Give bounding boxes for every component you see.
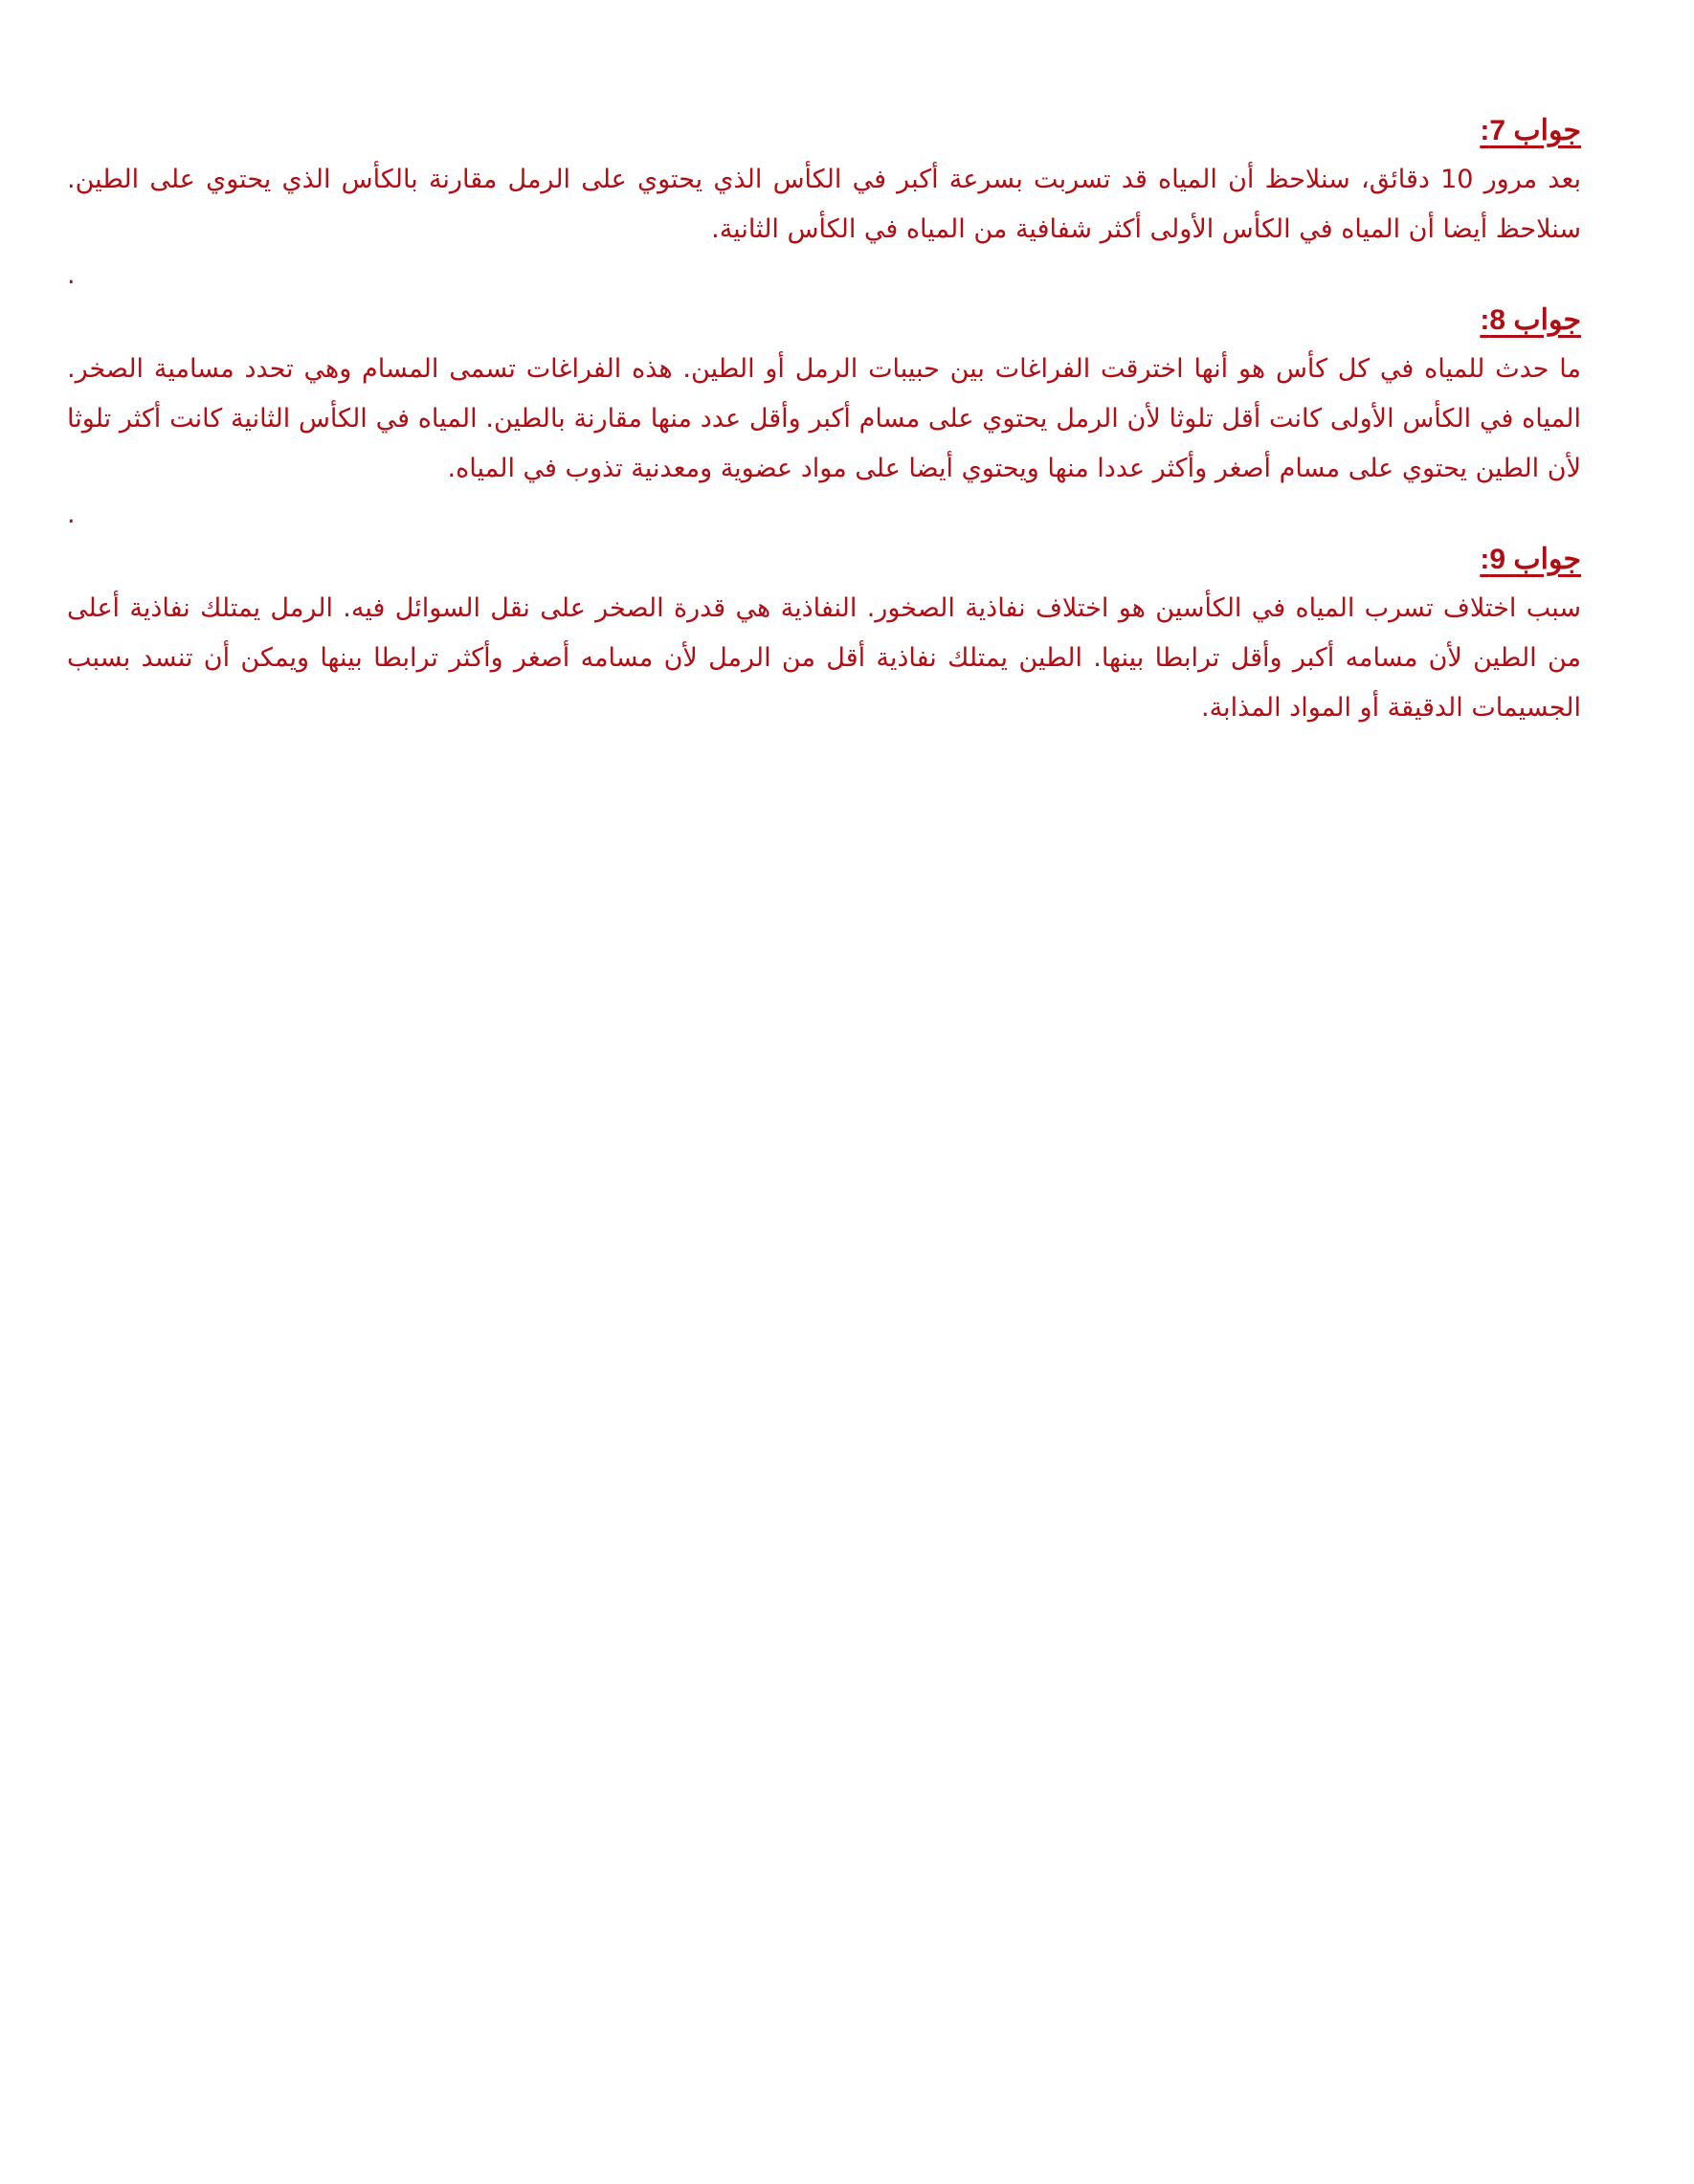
answer-9	[67, 536, 1581, 733]
answer-7	[67, 107, 1581, 297]
answer-8-text: ما حدث للمياه في كل كأس هو أنها اخترقت الفراغات بين حبيبات الرمل أو الطين. هذه الفراغات تسمى المسام وهي تحدد مسامية الصخر. المياه في الكأس الأولى كانت أقل تلوثا لأن الرمل يحتوي على مسام أكبر وأقل عدد منها مقارنة بالطين. المياه في الكأس الثانية كانت أكثر تلوثا لأن الطين يحتوي على مسام أصغر وأكثر عددا منها ويحتوي أيضا على مواد عضوية ومعدنية تذوب في المياه.	[67, 354, 1581, 483]
answer-9-text: سبب اختلاف تسرب المياه في الكأسين هو اختلاف نفاذية الصخور. النفاذية هي قدرة الصخر على نقل السوائل فيه. الرمل يمتلك نفاذية أعلى من الطين لأن مسامه أكبر وأقل ترابطا بينها. الطين يمتلك نفاذية أقل من الرمل لأن مسامه أصغر وأكثر ترابطا بينها ويمكن أن تنسد بسبب الجسيمات الدقيقة أو المواد المذابة.	[67, 593, 1581, 723]
answer-8-trailing-dot: .	[67, 500, 76, 529]
answer-7-trailing-dot: .	[67, 260, 76, 290]
answer-9-heading: جواب 9:	[1480, 544, 1581, 575]
answer-7-text: بعد مرور 10 دقائق، سنلاحظ أن المياه قد تسربت بسرعة أكبر في الكأس الذي يحتوي على الرمل مقارنة بالكأس الذي يحتوي على الطين. سنلاحظ أيضا أن المياه في الكأس الأولى أكثر شفافية من المياه في الكأس الثانية.	[67, 165, 1581, 244]
answer-7-heading: جواب 7:	[1480, 115, 1581, 146]
answer-8-heading: جواب 8:	[1480, 304, 1581, 336]
answer-8	[67, 297, 1581, 536]
document-page	[67, 107, 1581, 733]
